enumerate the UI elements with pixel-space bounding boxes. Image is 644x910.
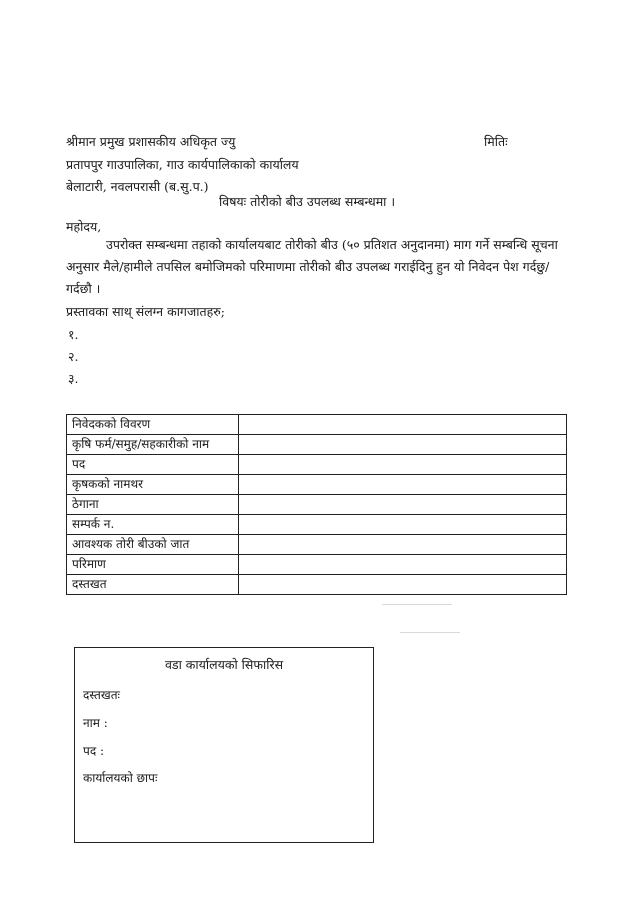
row-value-cell[interactable] bbox=[239, 415, 567, 435]
applicant-details-table bbox=[66, 414, 567, 595]
row-value-cell[interactable] bbox=[239, 435, 567, 455]
recipient-title: श्रीमान प्रमुख प्रशासकीय अधिकृत ज्यु bbox=[66, 134, 236, 149]
row-value-cell[interactable] bbox=[239, 515, 567, 535]
signature-label: दस्तखतः bbox=[83, 688, 120, 702]
letter-body bbox=[66, 234, 566, 300]
ward-recommendation-box bbox=[74, 647, 374, 843]
row-label: सम्पर्क न. bbox=[67, 515, 239, 535]
row-value-cell[interactable] bbox=[239, 535, 567, 555]
scan-artifact bbox=[400, 632, 460, 633]
table-row bbox=[67, 515, 567, 535]
date-label: मितिः bbox=[484, 134, 508, 149]
attachments-heading: प्रस्तावका साथ् संलग्न कागजातहरु; bbox=[66, 304, 225, 319]
letter-body-text: उपरोक्त सम्बन्धमा तहाको कार्यालयबाट तोरीको बीउ (५० प्रतिशत अनुदानमा) माग गर्ने सम्बन्धि सूचना अनुसार मैले/हामीले तपसिल बमोजिमको परिमाणमा तोरीको बीउ उपलब्ध गराईदिनु हुन यो निवेदन पेश गर्दछु/गर्दछौ । bbox=[66, 237, 558, 296]
row-label: पद bbox=[67, 455, 239, 475]
row-value-cell[interactable] bbox=[239, 495, 567, 515]
scan-artifact bbox=[382, 604, 452, 605]
row-value-cell[interactable] bbox=[239, 575, 567, 595]
address-line: बेलाटारी, नवलपरासी (ब.सु.प.) bbox=[66, 179, 209, 194]
table-row bbox=[67, 495, 567, 515]
row-value-cell[interactable] bbox=[239, 475, 567, 495]
row-value-cell[interactable] bbox=[239, 455, 567, 475]
row-label: परिमाण bbox=[67, 555, 239, 575]
row-label: आवश्यक तोरी बीउको जात bbox=[67, 535, 239, 555]
attachment-number: २. bbox=[68, 349, 79, 364]
row-value-cell[interactable] bbox=[239, 555, 567, 575]
table-row bbox=[67, 455, 567, 475]
row-label: ठेगाना bbox=[67, 495, 239, 515]
attachment-number: ३. bbox=[68, 371, 79, 386]
position-label: पद : bbox=[83, 744, 105, 758]
table-row bbox=[67, 535, 567, 555]
row-label: दस्तखत bbox=[67, 575, 239, 595]
subject-line: विषयः तोरीको बीउ उपलब्ध सम्बन्धमा । bbox=[219, 194, 396, 209]
table-row bbox=[67, 475, 567, 495]
table-row bbox=[67, 415, 567, 435]
table-row bbox=[67, 555, 567, 575]
attachment-number: १. bbox=[68, 327, 79, 342]
office-line: प्रतापपुर गाउपालिका, गाउ कार्यपालिकाको कार्यालय bbox=[66, 157, 299, 172]
salutation: महोदय, bbox=[66, 219, 102, 234]
office-stamp-label: कार्यालयको छापः bbox=[83, 771, 158, 785]
table-row bbox=[67, 435, 567, 455]
name-label: नाम : bbox=[83, 716, 108, 730]
row-label: निवेदकको विवरण bbox=[67, 415, 239, 435]
row-label: कृषि फर्म/समुह/सहकारीको नाम bbox=[67, 435, 239, 455]
recommendation-title: वडा कार्यालयको सिफारिस bbox=[164, 657, 284, 672]
row-label: कृषकको नामथर bbox=[67, 475, 239, 495]
table-row bbox=[67, 575, 567, 595]
